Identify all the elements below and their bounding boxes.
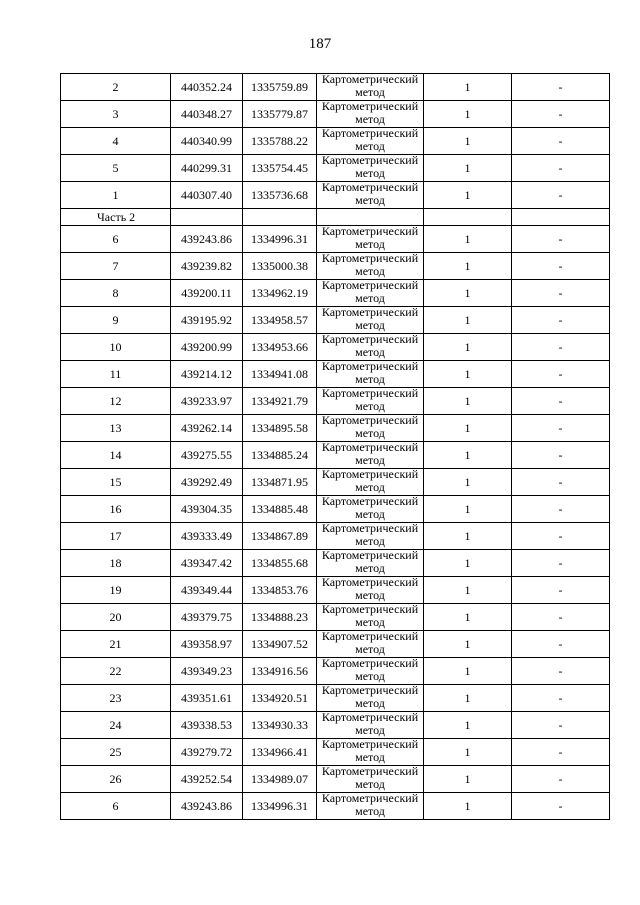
method-line-2: метод bbox=[355, 750, 385, 764]
part-header-row bbox=[61, 209, 610, 226]
table-row bbox=[61, 496, 610, 523]
method-cell bbox=[317, 496, 424, 523]
x-coordinate-cell: 439358.97 bbox=[171, 631, 243, 658]
x-coordinate-cell: 440299.31 bbox=[171, 155, 243, 182]
method-cell bbox=[317, 685, 424, 712]
method-text bbox=[317, 631, 423, 657]
x-coordinate-cell: 439233.97 bbox=[171, 388, 243, 415]
method-line-1: Картометрический bbox=[321, 279, 419, 292]
method-text bbox=[317, 388, 423, 414]
method-line-2: метод bbox=[355, 85, 385, 99]
y-coordinate-cell: 1334895.58 bbox=[243, 415, 317, 442]
point-number-cell: 24 bbox=[61, 712, 171, 739]
method-text bbox=[317, 74, 423, 100]
method-cell bbox=[317, 766, 424, 793]
extra-cell: - bbox=[512, 128, 610, 155]
extra-cell: - bbox=[512, 388, 610, 415]
empty-cell bbox=[424, 209, 512, 226]
point-number-cell: 7 bbox=[61, 253, 171, 280]
y-coordinate-cell: 1334885.24 bbox=[243, 442, 317, 469]
accuracy-cell: 1 bbox=[424, 442, 512, 469]
accuracy-cell: 1 bbox=[424, 496, 512, 523]
method-line-1: Картометрический bbox=[321, 154, 419, 167]
extra-cell: - bbox=[512, 523, 610, 550]
method-text bbox=[317, 577, 423, 603]
extra-cell: - bbox=[512, 469, 610, 496]
x-coordinate-cell: 440352.24 bbox=[171, 74, 243, 101]
method-text bbox=[317, 442, 423, 468]
y-coordinate-cell: 1335779.87 bbox=[243, 101, 317, 128]
method-cell bbox=[317, 334, 424, 361]
extra-cell: - bbox=[512, 307, 610, 334]
extra-cell: - bbox=[512, 604, 610, 631]
accuracy-cell: 1 bbox=[424, 226, 512, 253]
y-coordinate-cell: 1334853.76 bbox=[243, 577, 317, 604]
method-cell bbox=[317, 361, 424, 388]
method-text bbox=[317, 101, 423, 127]
method-text bbox=[317, 712, 423, 738]
point-number-cell: 25 bbox=[61, 739, 171, 766]
table-row bbox=[61, 155, 610, 182]
method-line-1: Картометрический bbox=[321, 360, 419, 373]
extra-cell: - bbox=[512, 101, 610, 128]
method-line-2: метод bbox=[355, 264, 385, 278]
table-row bbox=[61, 280, 610, 307]
method-line-2: метод bbox=[355, 372, 385, 386]
table-row bbox=[61, 334, 610, 361]
method-text bbox=[317, 334, 423, 360]
table-row bbox=[61, 658, 610, 685]
point-number-cell: 21 bbox=[61, 631, 171, 658]
point-number-cell: 23 bbox=[61, 685, 171, 712]
accuracy-cell: 1 bbox=[424, 334, 512, 361]
method-line-2: метод bbox=[355, 534, 385, 548]
method-line-1: Картометрический bbox=[321, 630, 419, 643]
table-row bbox=[61, 631, 610, 658]
method-line-2: метод bbox=[355, 237, 385, 251]
x-coordinate-cell: 439349.44 bbox=[171, 577, 243, 604]
method-text bbox=[317, 182, 423, 208]
x-coordinate-cell: 439349.23 bbox=[171, 658, 243, 685]
extra-cell: - bbox=[512, 182, 610, 209]
table-row bbox=[61, 577, 610, 604]
extra-cell: - bbox=[512, 685, 610, 712]
x-coordinate-cell: 440348.27 bbox=[171, 101, 243, 128]
x-coordinate-cell: 439304.35 bbox=[171, 496, 243, 523]
point-number-cell: 26 bbox=[61, 766, 171, 793]
method-text bbox=[317, 793, 423, 819]
method-cell bbox=[317, 604, 424, 631]
extra-cell: - bbox=[512, 155, 610, 182]
method-line-2: метод bbox=[355, 804, 385, 818]
method-text bbox=[317, 226, 423, 252]
table-row bbox=[61, 361, 610, 388]
method-line-2: метод bbox=[355, 112, 385, 126]
table-row bbox=[61, 766, 610, 793]
method-text bbox=[317, 604, 423, 630]
method-line-2: метод bbox=[355, 615, 385, 629]
table-row bbox=[61, 226, 610, 253]
y-coordinate-cell: 1334867.89 bbox=[243, 523, 317, 550]
method-text bbox=[317, 523, 423, 549]
extra-cell: - bbox=[512, 793, 610, 820]
method-line-1: Картометрический bbox=[321, 225, 419, 238]
y-coordinate-cell: 1334962.19 bbox=[243, 280, 317, 307]
method-line-2: метод bbox=[355, 777, 385, 791]
empty-cell bbox=[317, 209, 424, 226]
table-row bbox=[61, 793, 610, 820]
method-line-1: Картометрический bbox=[321, 765, 419, 778]
method-line-1: Картометрический bbox=[321, 711, 419, 724]
method-cell bbox=[317, 712, 424, 739]
x-coordinate-cell: 439379.75 bbox=[171, 604, 243, 631]
method-text bbox=[317, 280, 423, 306]
extra-cell: - bbox=[512, 658, 610, 685]
x-coordinate-cell: 439292.49 bbox=[171, 469, 243, 496]
y-coordinate-cell: 1334941.08 bbox=[243, 361, 317, 388]
empty-cell bbox=[243, 209, 317, 226]
accuracy-cell: 1 bbox=[424, 604, 512, 631]
extra-cell: - bbox=[512, 766, 610, 793]
accuracy-cell: 1 bbox=[424, 631, 512, 658]
y-coordinate-cell: 1334966.41 bbox=[243, 739, 317, 766]
table-row bbox=[61, 550, 610, 577]
accuracy-cell: 1 bbox=[424, 739, 512, 766]
accuracy-cell: 1 bbox=[424, 74, 512, 101]
method-cell bbox=[317, 155, 424, 182]
extra-cell: - bbox=[512, 253, 610, 280]
point-number-cell: 13 bbox=[61, 415, 171, 442]
y-coordinate-cell: 1334953.66 bbox=[243, 334, 317, 361]
accuracy-cell: 1 bbox=[424, 155, 512, 182]
method-line-1: Картометрический bbox=[321, 576, 419, 589]
method-line-2: метод bbox=[355, 345, 385, 359]
method-text bbox=[317, 415, 423, 441]
x-coordinate-cell: 439347.42 bbox=[171, 550, 243, 577]
method-line-1: Картометрический bbox=[321, 414, 419, 427]
point-number-cell: 22 bbox=[61, 658, 171, 685]
method-line-1: Картометрический bbox=[321, 522, 419, 535]
x-coordinate-cell: 439200.11 bbox=[171, 280, 243, 307]
accuracy-cell: 1 bbox=[424, 280, 512, 307]
point-number-cell: 15 bbox=[61, 469, 171, 496]
y-coordinate-cell: 1334855.68 bbox=[243, 550, 317, 577]
method-text bbox=[317, 469, 423, 495]
empty-cell bbox=[171, 209, 243, 226]
table-row bbox=[61, 253, 610, 280]
coordinates-table bbox=[60, 73, 610, 820]
part-label: Часть 2 bbox=[61, 209, 171, 226]
point-number-cell: 10 bbox=[61, 334, 171, 361]
method-line-1: Картометрический bbox=[321, 495, 419, 508]
method-text bbox=[317, 496, 423, 522]
method-text bbox=[317, 307, 423, 333]
point-number-cell: 14 bbox=[61, 442, 171, 469]
y-coordinate-cell: 1334916.56 bbox=[243, 658, 317, 685]
method-cell bbox=[317, 182, 424, 209]
method-cell bbox=[317, 253, 424, 280]
method-text bbox=[317, 128, 423, 154]
y-coordinate-cell: 1334920.51 bbox=[243, 685, 317, 712]
x-coordinate-cell: 439214.12 bbox=[171, 361, 243, 388]
accuracy-cell: 1 bbox=[424, 658, 512, 685]
x-coordinate-cell: 439351.61 bbox=[171, 685, 243, 712]
method-line-1: Картометрический bbox=[321, 181, 419, 194]
method-line-1: Картометрический bbox=[321, 549, 419, 562]
table-row bbox=[61, 469, 610, 496]
table-row bbox=[61, 74, 610, 101]
x-coordinate-cell: 439279.72 bbox=[171, 739, 243, 766]
method-line-1: Картометрический bbox=[321, 100, 419, 113]
x-coordinate-cell: 439275.55 bbox=[171, 442, 243, 469]
extra-cell: - bbox=[512, 496, 610, 523]
point-number-cell: 16 bbox=[61, 496, 171, 523]
method-cell bbox=[317, 523, 424, 550]
method-line-2: метод bbox=[355, 642, 385, 656]
x-coordinate-cell: 439243.86 bbox=[171, 226, 243, 253]
extra-cell: - bbox=[512, 442, 610, 469]
coordinates-table-body bbox=[61, 74, 610, 820]
x-coordinate-cell: 440340.99 bbox=[171, 128, 243, 155]
empty-cell bbox=[512, 209, 610, 226]
x-coordinate-cell: 439262.14 bbox=[171, 415, 243, 442]
y-coordinate-cell: 1334996.31 bbox=[243, 793, 317, 820]
accuracy-cell: 1 bbox=[424, 415, 512, 442]
accuracy-cell: 1 bbox=[424, 388, 512, 415]
accuracy-cell: 1 bbox=[424, 128, 512, 155]
y-coordinate-cell: 1334921.79 bbox=[243, 388, 317, 415]
method-cell bbox=[317, 415, 424, 442]
x-coordinate-cell: 439333.49 bbox=[171, 523, 243, 550]
page-number: 187 bbox=[308, 36, 332, 52]
table-row bbox=[61, 101, 610, 128]
y-coordinate-cell: 1334930.33 bbox=[243, 712, 317, 739]
accuracy-cell: 1 bbox=[424, 101, 512, 128]
method-line-2: метод bbox=[355, 507, 385, 521]
table-row bbox=[61, 523, 610, 550]
y-coordinate-cell: 1335736.68 bbox=[243, 182, 317, 209]
extra-cell: - bbox=[512, 74, 610, 101]
method-cell bbox=[317, 469, 424, 496]
method-line-1: Картометрический bbox=[321, 73, 419, 86]
method-cell bbox=[317, 280, 424, 307]
accuracy-cell: 1 bbox=[424, 577, 512, 604]
method-line-2: метод bbox=[355, 426, 385, 440]
x-coordinate-cell: 439239.82 bbox=[171, 253, 243, 280]
method-line-1: Картометрический bbox=[321, 441, 419, 454]
method-cell bbox=[317, 793, 424, 820]
table-row bbox=[61, 182, 610, 209]
method-line-2: метод bbox=[355, 696, 385, 710]
method-line-1: Картометрический bbox=[321, 468, 419, 481]
point-number-cell: 4 bbox=[61, 128, 171, 155]
y-coordinate-cell: 1335759.89 bbox=[243, 74, 317, 101]
point-number-cell: 11 bbox=[61, 361, 171, 388]
point-number-cell: 17 bbox=[61, 523, 171, 550]
method-text bbox=[317, 550, 423, 576]
method-text bbox=[317, 155, 423, 181]
method-line-2: метод bbox=[355, 723, 385, 737]
method-line-2: метод bbox=[355, 139, 385, 153]
point-number-cell: 3 bbox=[61, 101, 171, 128]
method-cell bbox=[317, 577, 424, 604]
point-number-cell: 2 bbox=[61, 74, 171, 101]
y-coordinate-cell: 1334996.31 bbox=[243, 226, 317, 253]
point-number-cell: 6 bbox=[61, 226, 171, 253]
method-cell bbox=[317, 658, 424, 685]
extra-cell: - bbox=[512, 361, 610, 388]
point-number-cell: 6 bbox=[61, 793, 171, 820]
method-text bbox=[317, 739, 423, 765]
y-coordinate-cell: 1335788.22 bbox=[243, 128, 317, 155]
table-row bbox=[61, 442, 610, 469]
method-line-2: метод bbox=[355, 669, 385, 683]
point-number-cell: 1 bbox=[61, 182, 171, 209]
accuracy-cell: 1 bbox=[424, 523, 512, 550]
accuracy-cell: 1 bbox=[424, 361, 512, 388]
accuracy-cell: 1 bbox=[424, 712, 512, 739]
method-line-1: Картометрический bbox=[321, 127, 419, 140]
accuracy-cell: 1 bbox=[424, 793, 512, 820]
y-coordinate-cell: 1335000.38 bbox=[243, 253, 317, 280]
method-line-2: метод bbox=[355, 291, 385, 305]
y-coordinate-cell: 1334871.95 bbox=[243, 469, 317, 496]
accuracy-cell: 1 bbox=[424, 253, 512, 280]
method-cell bbox=[317, 101, 424, 128]
table-row bbox=[61, 415, 610, 442]
extra-cell: - bbox=[512, 712, 610, 739]
table-row bbox=[61, 712, 610, 739]
method-text bbox=[317, 253, 423, 279]
extra-cell: - bbox=[512, 577, 610, 604]
y-coordinate-cell: 1334958.57 bbox=[243, 307, 317, 334]
method-line-1: Картометрический bbox=[321, 684, 419, 697]
extra-cell: - bbox=[512, 280, 610, 307]
point-number-cell: 12 bbox=[61, 388, 171, 415]
method-cell bbox=[317, 128, 424, 155]
method-cell bbox=[317, 388, 424, 415]
point-number-cell: 9 bbox=[61, 307, 171, 334]
x-coordinate-cell: 439200.99 bbox=[171, 334, 243, 361]
method-line-2: метод bbox=[355, 453, 385, 467]
x-coordinate-cell: 439243.86 bbox=[171, 793, 243, 820]
method-cell bbox=[317, 307, 424, 334]
x-coordinate-cell: 439338.53 bbox=[171, 712, 243, 739]
point-number-cell: 8 bbox=[61, 280, 171, 307]
extra-cell: - bbox=[512, 415, 610, 442]
table-row bbox=[61, 307, 610, 334]
table-row bbox=[61, 128, 610, 155]
table-row bbox=[61, 685, 610, 712]
point-number-cell: 19 bbox=[61, 577, 171, 604]
point-number-cell: 18 bbox=[61, 550, 171, 577]
x-coordinate-cell: 439195.92 bbox=[171, 307, 243, 334]
method-line-1: Картометрический bbox=[321, 333, 419, 346]
accuracy-cell: 1 bbox=[424, 469, 512, 496]
method-text bbox=[317, 361, 423, 387]
point-number-cell: 20 bbox=[61, 604, 171, 631]
method-line-1: Картометрический bbox=[321, 657, 419, 670]
method-line-2: метод bbox=[355, 166, 385, 180]
method-cell bbox=[317, 442, 424, 469]
method-line-2: метод bbox=[355, 480, 385, 494]
accuracy-cell: 1 bbox=[424, 182, 512, 209]
method-line-1: Картометрический bbox=[321, 306, 419, 319]
y-coordinate-cell: 1334888.23 bbox=[243, 604, 317, 631]
extra-cell: - bbox=[512, 226, 610, 253]
accuracy-cell: 1 bbox=[424, 550, 512, 577]
method-text bbox=[317, 766, 423, 792]
method-line-1: Картометрический bbox=[321, 387, 419, 400]
method-cell bbox=[317, 550, 424, 577]
extra-cell: - bbox=[512, 550, 610, 577]
method-text bbox=[317, 685, 423, 711]
y-coordinate-cell: 1334885.48 bbox=[243, 496, 317, 523]
extra-cell: - bbox=[512, 739, 610, 766]
method-line-1: Картометрический bbox=[321, 738, 419, 751]
method-line-2: метод bbox=[355, 318, 385, 332]
method-cell bbox=[317, 74, 424, 101]
extra-cell: - bbox=[512, 334, 610, 361]
accuracy-cell: 1 bbox=[424, 766, 512, 793]
y-coordinate-cell: 1334989.07 bbox=[243, 766, 317, 793]
table-row bbox=[61, 388, 610, 415]
x-coordinate-cell: 440307.40 bbox=[171, 182, 243, 209]
y-coordinate-cell: 1334907.52 bbox=[243, 631, 317, 658]
table-row bbox=[61, 604, 610, 631]
method-line-1: Картометрический bbox=[321, 792, 419, 805]
y-coordinate-cell: 1335754.45 bbox=[243, 155, 317, 182]
method-text bbox=[317, 658, 423, 684]
accuracy-cell: 1 bbox=[424, 685, 512, 712]
point-number-cell: 5 bbox=[61, 155, 171, 182]
method-cell bbox=[317, 226, 424, 253]
accuracy-cell: 1 bbox=[424, 307, 512, 334]
method-line-2: метод bbox=[355, 193, 385, 207]
x-coordinate-cell: 439252.54 bbox=[171, 766, 243, 793]
table-row bbox=[61, 739, 610, 766]
method-cell bbox=[317, 631, 424, 658]
method-line-2: метод bbox=[355, 399, 385, 413]
method-line-2: метод bbox=[355, 561, 385, 575]
method-cell bbox=[317, 739, 424, 766]
method-line-1: Картометрический bbox=[321, 252, 419, 265]
method-line-1: Картометрический bbox=[321, 603, 419, 616]
method-line-2: метод bbox=[355, 588, 385, 602]
extra-cell: - bbox=[512, 631, 610, 658]
